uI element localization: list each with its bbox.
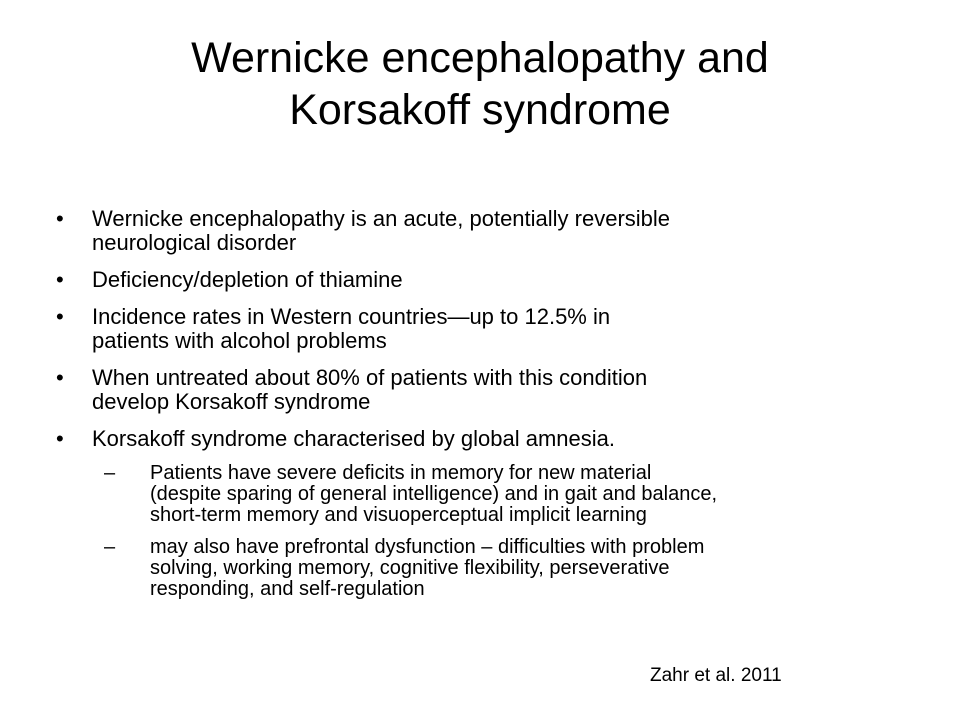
slide-title bbox=[60, 32, 900, 136]
sub-bullet-text-line: (despite sparing of general intelligence) and in gait and balance, bbox=[150, 483, 718, 505]
bullet-marker: • bbox=[56, 426, 64, 451]
sub-bullet-list bbox=[92, 463, 936, 600]
bullet-text-line: Wernicke encephalopathy is an acute, potentially reversible bbox=[92, 206, 671, 231]
bullet-marker: • bbox=[56, 267, 64, 292]
bullet-text-line: Deficiency/depletion of thiamine bbox=[92, 267, 403, 292]
bullet-marker: • bbox=[56, 304, 64, 329]
sub-bullet-item-memory-deficits bbox=[104, 463, 936, 526]
bullet-marker: • bbox=[56, 365, 64, 390]
bullet-text-line: develop Korsakoff syndrome bbox=[92, 389, 371, 414]
bullet-item-thiamine bbox=[56, 268, 936, 292]
bullet-item-untreated bbox=[56, 366, 936, 414]
sub-bullet-text-line: responding, and self-regulation bbox=[150, 578, 425, 600]
bullet-item-korsakoff bbox=[56, 427, 936, 600]
sub-bullet-text-line: solving, working memory, cognitive flexibility, perseverative bbox=[150, 557, 670, 579]
sub-bullet-item-prefrontal bbox=[104, 537, 936, 600]
sub-bullet-text-line: short-term memory and visuoperceptual implicit learning bbox=[150, 504, 647, 526]
title-line: Wernicke encephalopathy and bbox=[191, 34, 769, 82]
bullet-marker: • bbox=[56, 206, 64, 231]
sub-bullet-marker: – bbox=[104, 536, 116, 558]
title-line: Korsakoff syndrome bbox=[289, 86, 671, 134]
bullet-text-line: When untreated about 80% of patients with this condition bbox=[92, 365, 648, 390]
bullet-item-wernicke-definition bbox=[56, 207, 936, 255]
bullet-text-line: Incidence rates in Western countries—up to 12.5% in bbox=[92, 304, 611, 329]
citation: Zahr et al. 2011 bbox=[650, 665, 782, 686]
sub-bullet-marker: – bbox=[104, 462, 116, 484]
bullet-list bbox=[56, 207, 936, 613]
bullet-text-line: Korsakoff syndrome characterised by global amnesia. bbox=[92, 426, 615, 451]
bullet-text-line: patients with alcohol problems bbox=[92, 328, 387, 353]
bullet-item-incidence bbox=[56, 305, 936, 353]
bullet-text-line: neurological disorder bbox=[92, 230, 297, 255]
sub-bullet-text-line: may also have prefrontal dysfunction – difficulties with problem bbox=[150, 536, 705, 558]
sub-bullet-text-line: Patients have severe deficits in memory for new material bbox=[150, 462, 652, 484]
